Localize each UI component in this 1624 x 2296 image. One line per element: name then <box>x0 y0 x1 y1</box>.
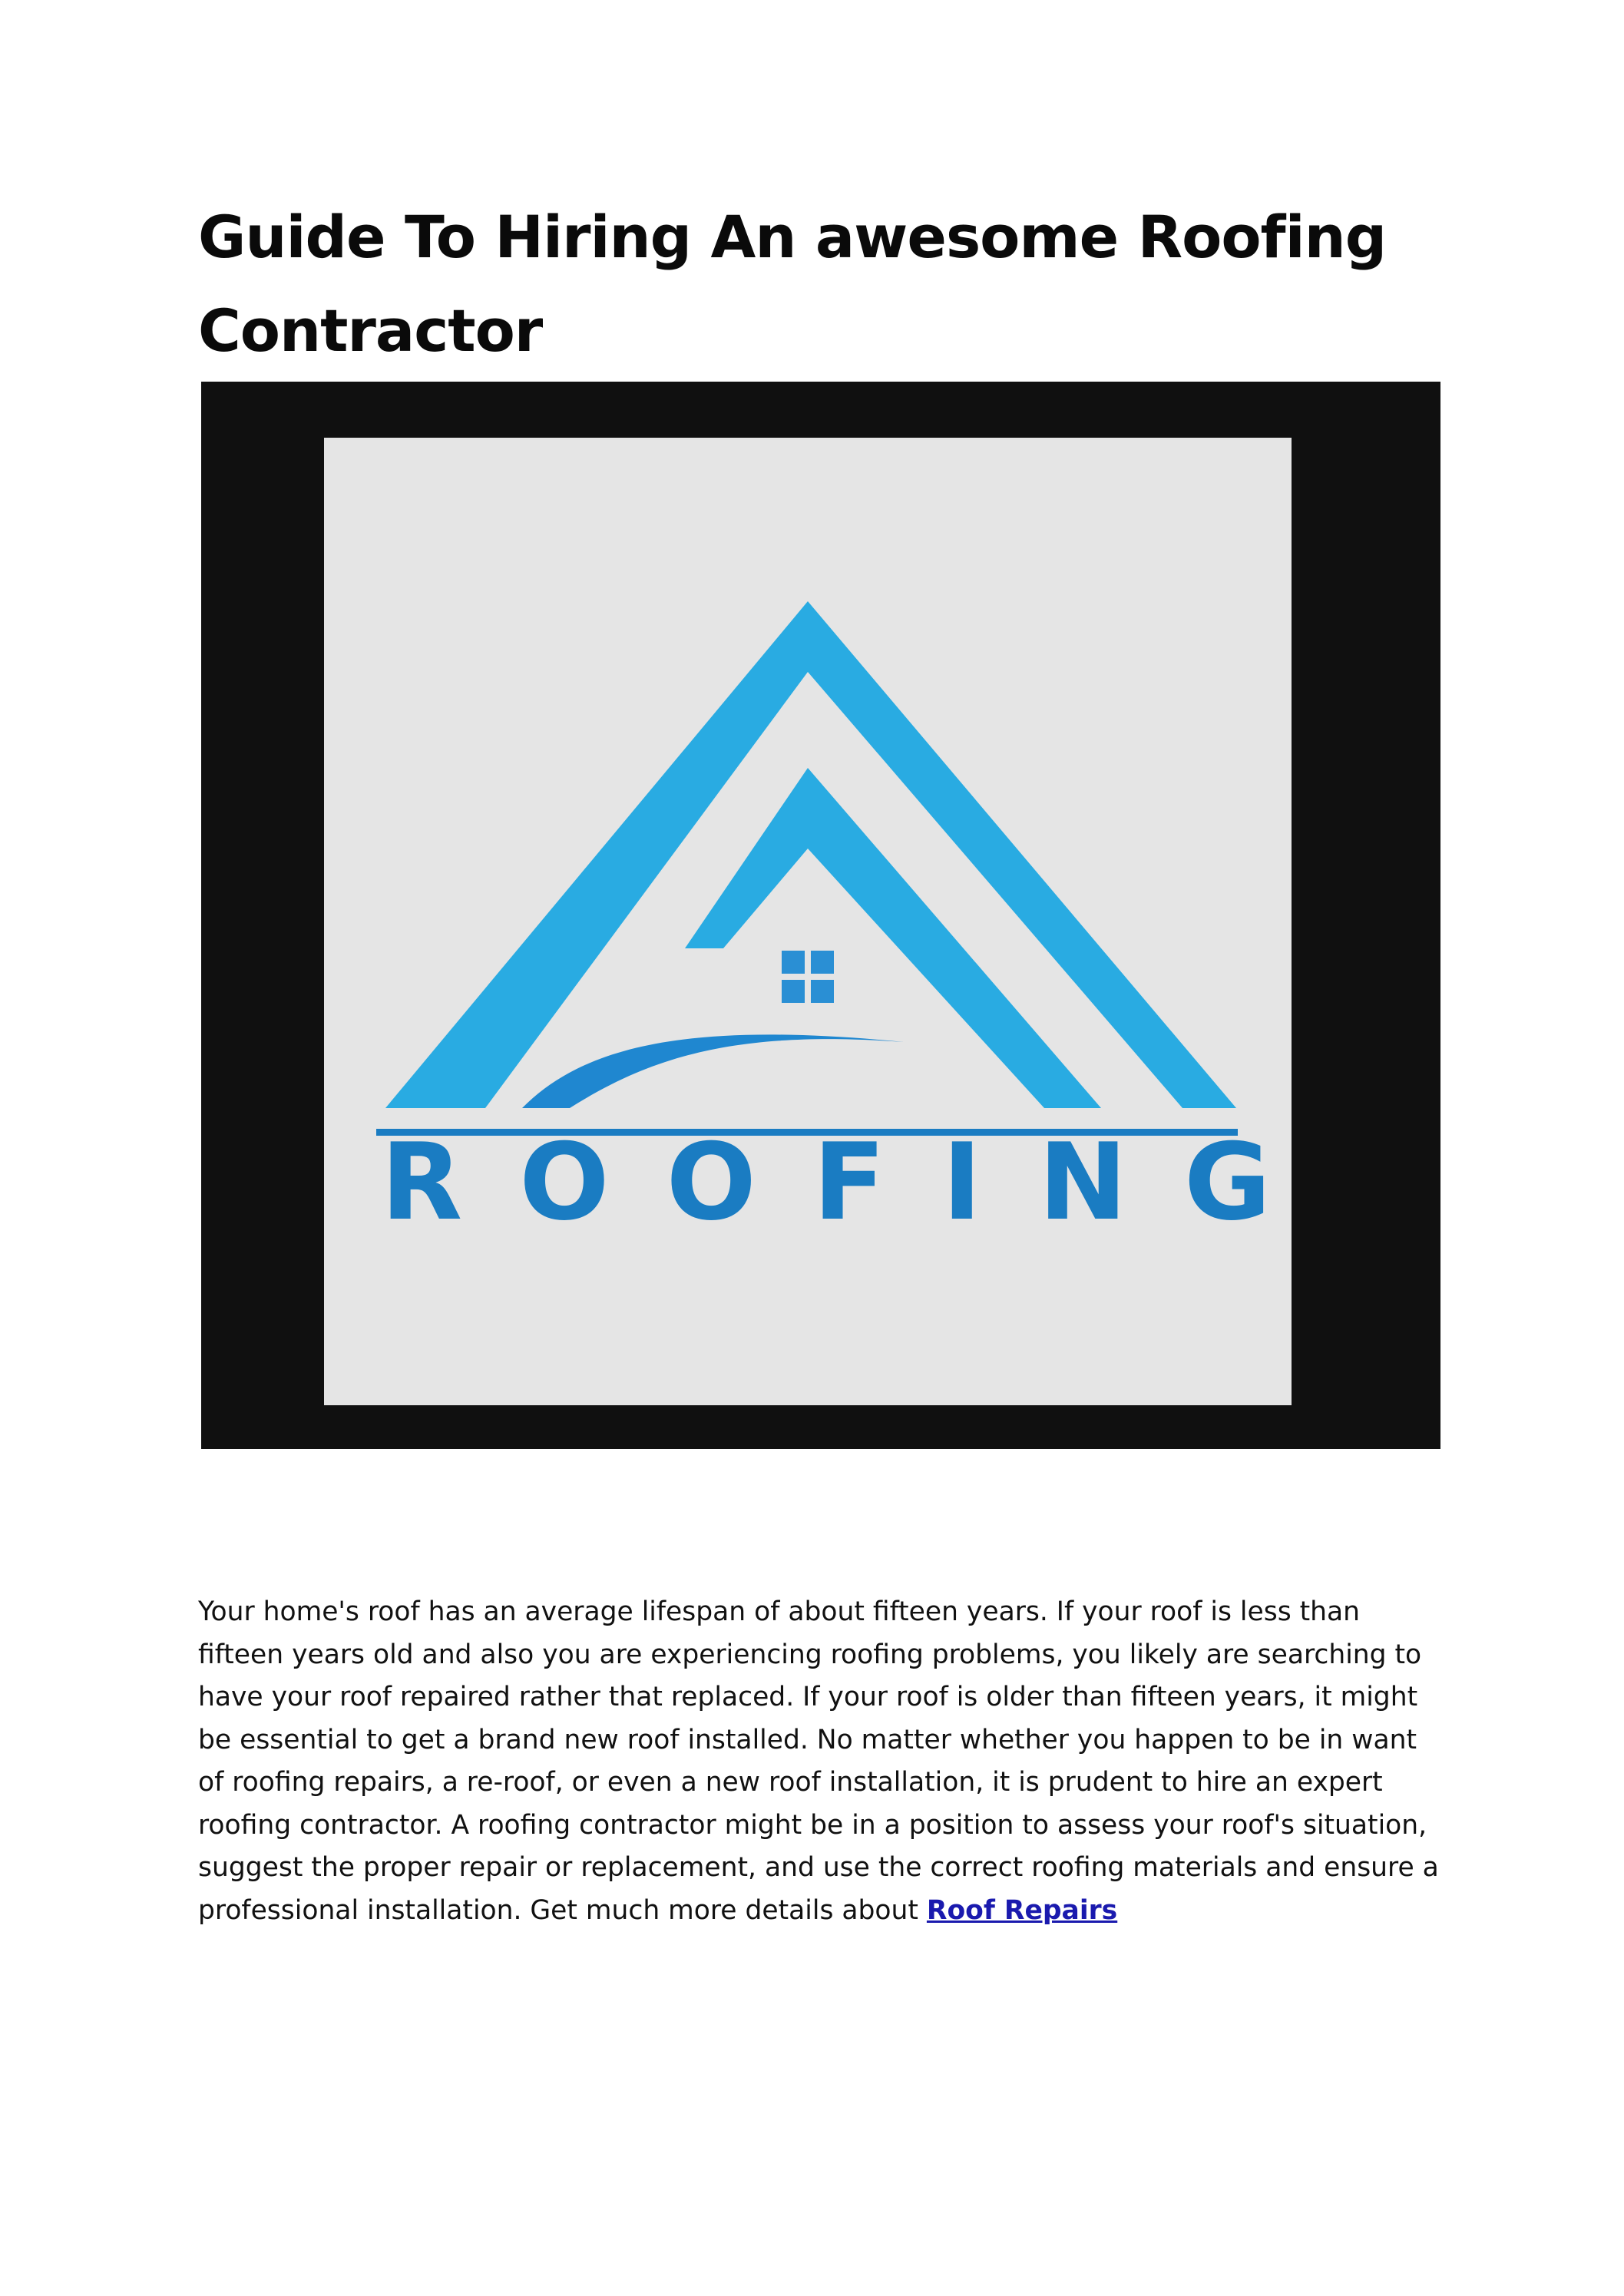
body-paragraph <box>198 1591 1442 1932</box>
paragraph-text: Your home's roof has an average lifespan of about fifteen years. If your roof is less than fifteen years old and also you are experiencing roofing problems, you likely are searching to have your roof repaired rather that replaced. If your roof is older than fifteen years, it might be essential to get a brand new roof installed. No matter whether you happen to be in want of roofing repairs, a re-roof, or even a new roof installation, it is prudent to hire an expert roofing contractor. A roofing contractor might be in a position to assess your roof's situation, suggest the proper repair or replacement, and use the correct roofing materials and ensure a professional installation. Get much more details about <box>198 1596 1439 1926</box>
house-window-icon <box>782 951 834 1003</box>
swoosh-icon <box>522 1034 904 1108</box>
roof-chevron-icon <box>385 601 1236 1108</box>
roof-logo-graphic <box>324 438 1328 1405</box>
logo-wordmark: ROOFING <box>381 1120 1328 1244</box>
logo-panel <box>324 438 1328 1405</box>
roof-repairs-link[interactable]: Roof Repairs <box>926 1894 1118 1926</box>
roofing-logo-image <box>201 382 1440 1449</box>
page-title: Guide To Hiring An awesome Roofing Contractor <box>198 203 1387 365</box>
